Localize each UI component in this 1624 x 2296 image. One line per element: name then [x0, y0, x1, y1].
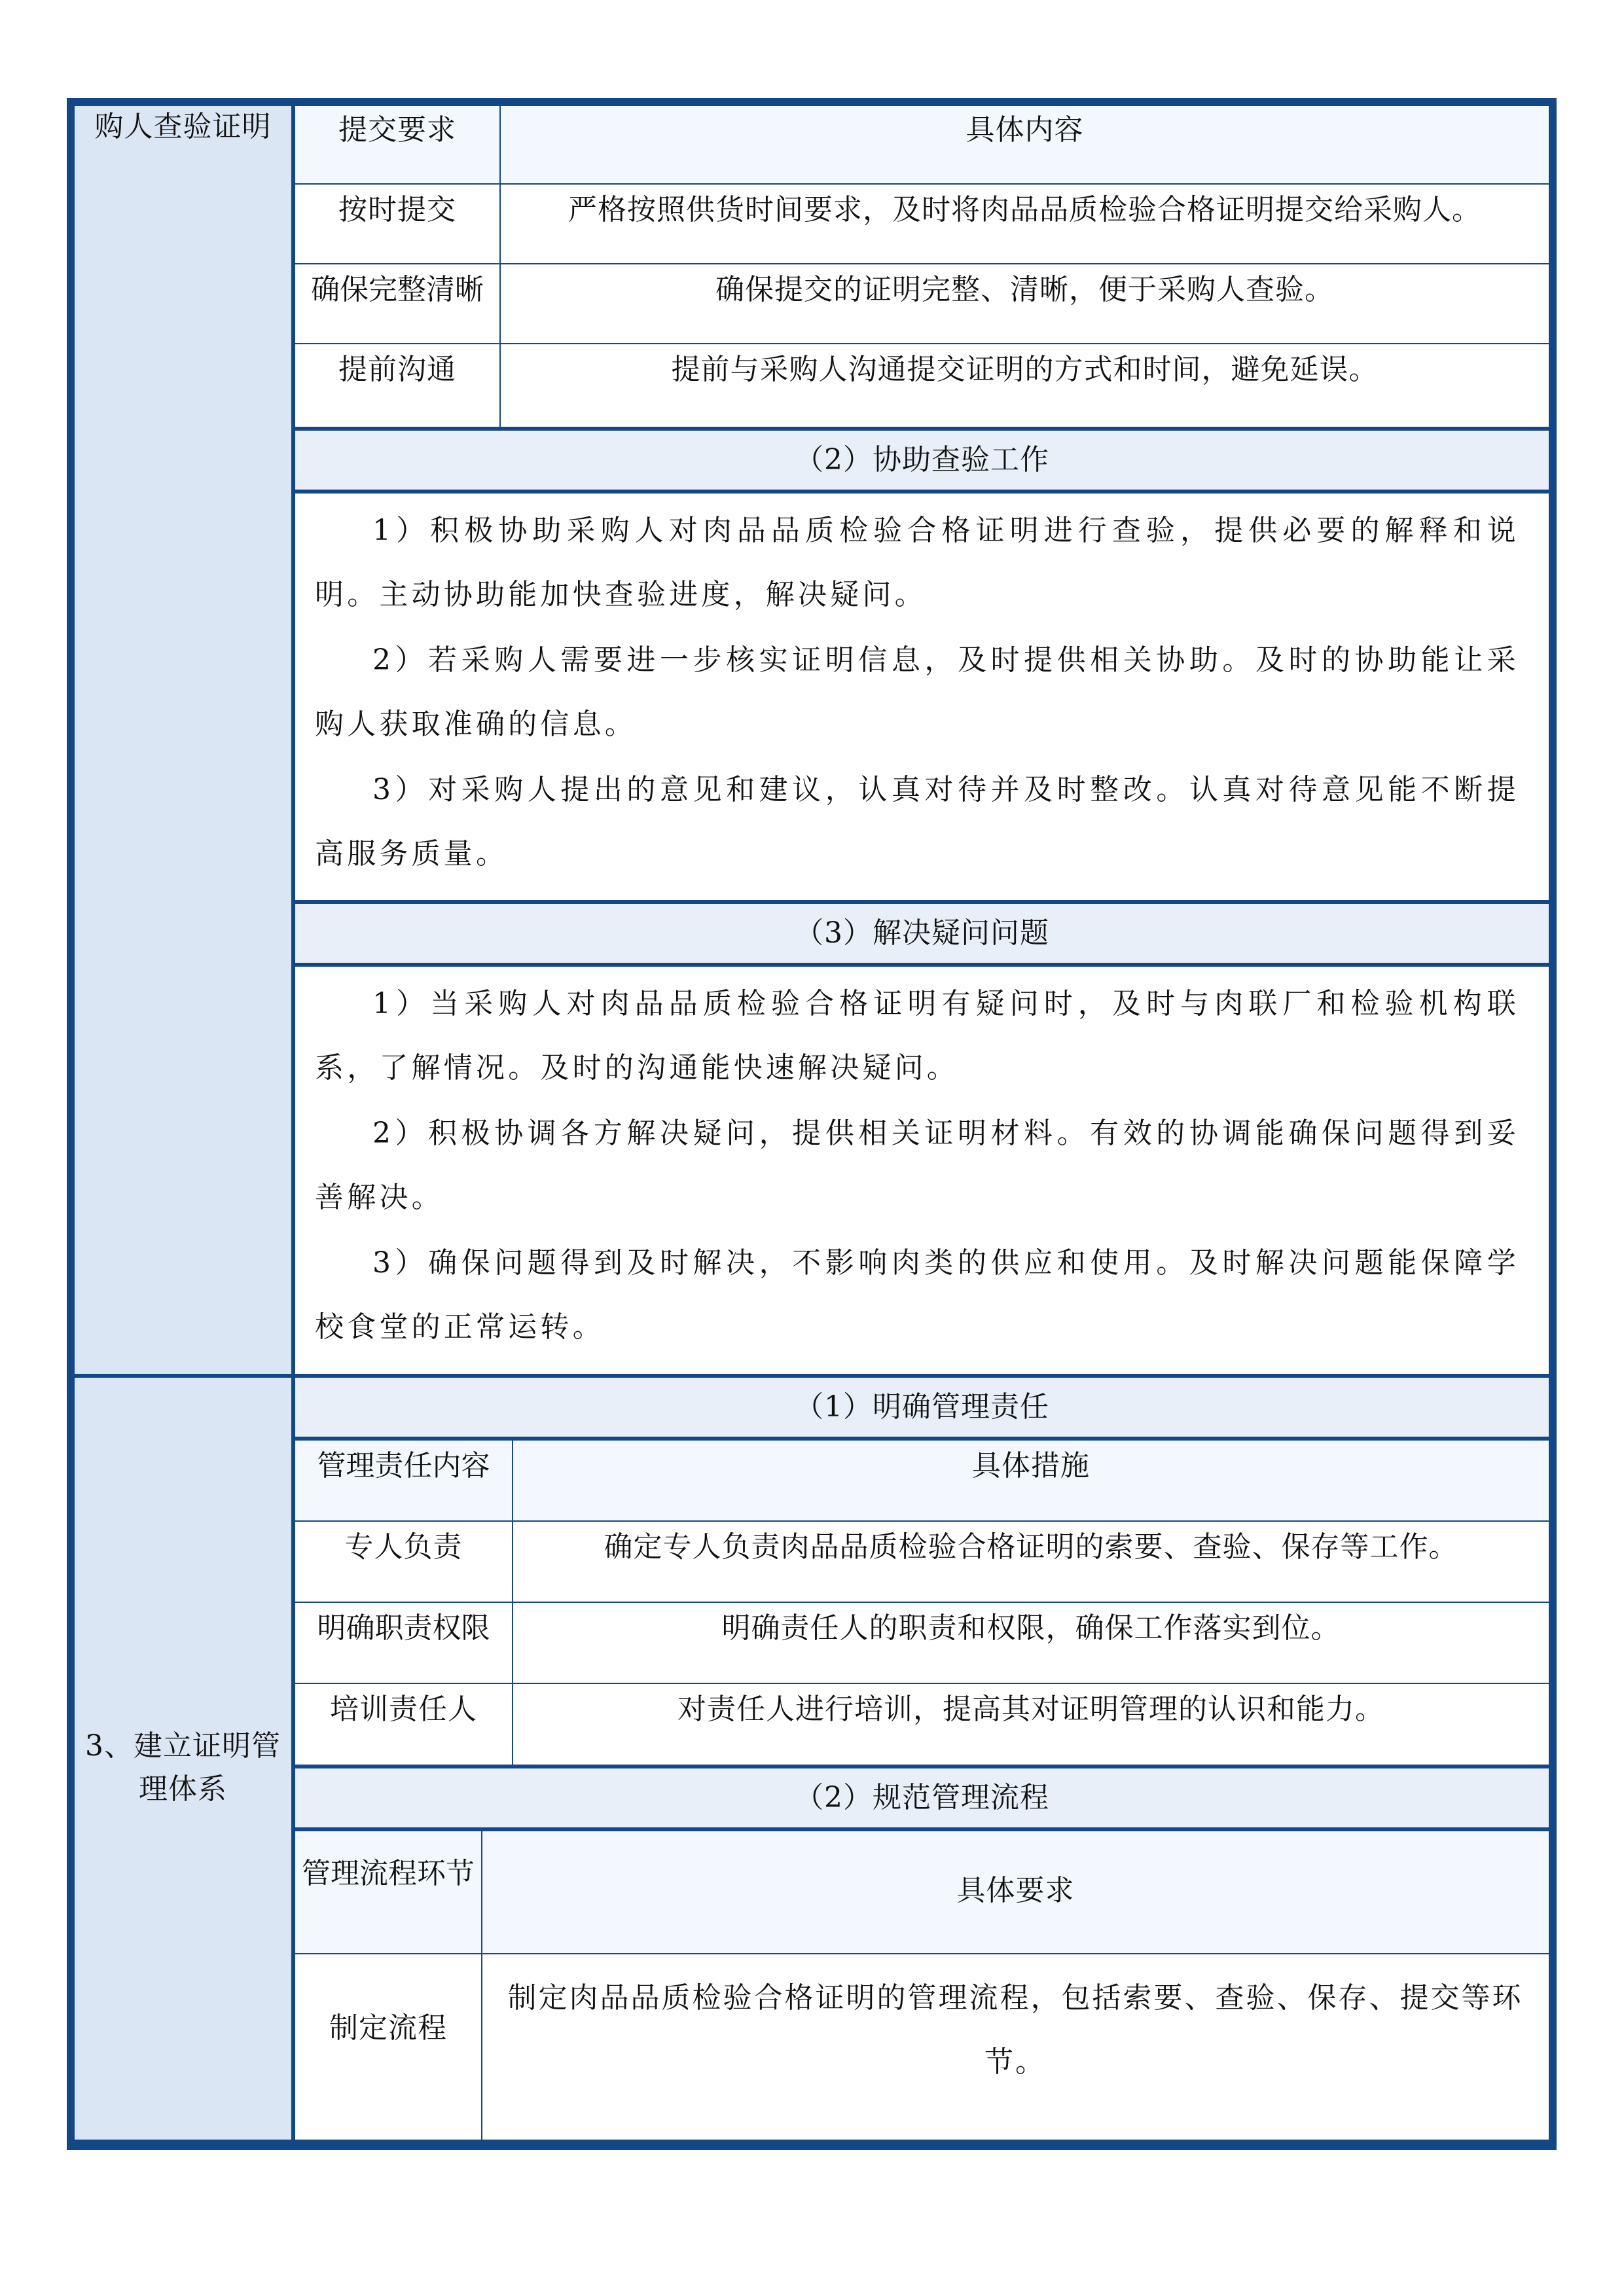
table-cell-content: 明确责任人的职责和权限，确保工作落实到位。 [721, 1611, 1341, 1645]
section-body [295, 967, 1549, 1374]
row-label-cell [75, 1378, 291, 2140]
section-header [295, 1378, 1549, 1437]
paragraph: 3）确保问题得到及时解决，不影响肉类的供应和使用。及时解决问题能保障学校食堂的正常运转。 [315, 1246, 1519, 1344]
table-row [295, 1954, 1549, 2140]
paragraph: 1）积极协助采购人对肉品品质检验合格证明进行查验，提供必要的解释和说明。主动协助能加快查验进度，解决疑问。 [315, 514, 1519, 611]
table-cell-item: 培训责任人 [330, 1693, 477, 1726]
table-cell-content: 制定肉品品质检验合格证明的管理流程，包括索要、查验、保存、提交等环节。 [507, 1981, 1523, 2079]
table-cell-item: 提前沟通 [338, 353, 456, 386]
section-title: （1）明确管理责任 [795, 1390, 1049, 1424]
process-table-header-row [295, 1831, 1549, 1953]
paragraph: 1）当采购人对肉品品质检验合格证明有疑问时，及时与肉联厂和检验机构联系，了解情况。及时的沟通能快速解决疑问。 [315, 987, 1519, 1085]
responsibility-table-header-row [295, 1441, 1549, 1520]
table-cell-content: 确保提交的证明完整、清晰，便于采购人查验。 [715, 273, 1334, 306]
column-header: 具体措施 [972, 1449, 1090, 1482]
section-body [295, 493, 1549, 900]
table-row [295, 185, 1549, 263]
section-title: （2）协助查验工作 [795, 443, 1049, 476]
table-cell-content: 对责任人进行培训，提高其对证明管理的认识和能力。 [677, 1693, 1384, 1726]
table-cell-item: 明确职责权限 [317, 1611, 490, 1645]
table-row [295, 1603, 1549, 1683]
section-title: （2）规范管理流程 [795, 1781, 1049, 1814]
table-cell-item: 专人负责 [344, 1530, 463, 1564]
table-cell-content: 提前与采购人沟通提交证明的方式和时间，避免延误。 [671, 353, 1379, 386]
table-cell-item: 确保完整清晰 [311, 273, 484, 306]
table-row [295, 1684, 1549, 1765]
column-header: 提交要求 [338, 113, 456, 147]
column-header: 具体要求 [956, 1874, 1075, 1907]
section-header [295, 431, 1549, 490]
table-cell-content: 确定专人负责肉品品质检验合格证明的索要、查验、保存等工作。 [604, 1530, 1458, 1564]
section-header [295, 904, 1549, 963]
section-header [295, 1768, 1549, 1827]
row-label-cell [75, 106, 291, 1374]
row-label: 3、建立证明管理体系 [85, 1729, 281, 1806]
table-row [295, 264, 1549, 343]
section-title: （3）解决疑问问题 [795, 916, 1049, 950]
table-row [295, 344, 1549, 427]
submit-table-header-row [295, 106, 1549, 183]
column-header: 管理流程环节 [302, 1857, 475, 1890]
column-divider [481, 1831, 482, 2140]
column-header: 具体内容 [965, 113, 1084, 147]
table-cell-content: 严格按照供货时间要求，及时将肉品品质检验合格证明提交给采购人。 [568, 193, 1481, 226]
paragraph: 2）若采购人需要进一步核实证明信息，及时提供相关协助。及时的协助能让采购人获取准确的信息。 [315, 643, 1519, 741]
table-cell-item: 按时提交 [338, 193, 456, 226]
paragraph: 2）积极协调各方解决疑问，提供相关证明材料。有效的协调能确保问题得到妥善解决。 [315, 1117, 1519, 1214]
column-divider [512, 1441, 513, 1765]
paragraph: 3）对采购人提出的意见和建议，认真对待并及时整改。认真对待意见能不断提高服务质量。 [315, 773, 1519, 870]
column-header: 管理责任内容 [317, 1449, 490, 1482]
table-cell-item: 制定流程 [329, 2011, 447, 2045]
row-label: 购人查验证明 [94, 110, 272, 143]
table-row [295, 1522, 1549, 1602]
column-divider [499, 106, 501, 427]
